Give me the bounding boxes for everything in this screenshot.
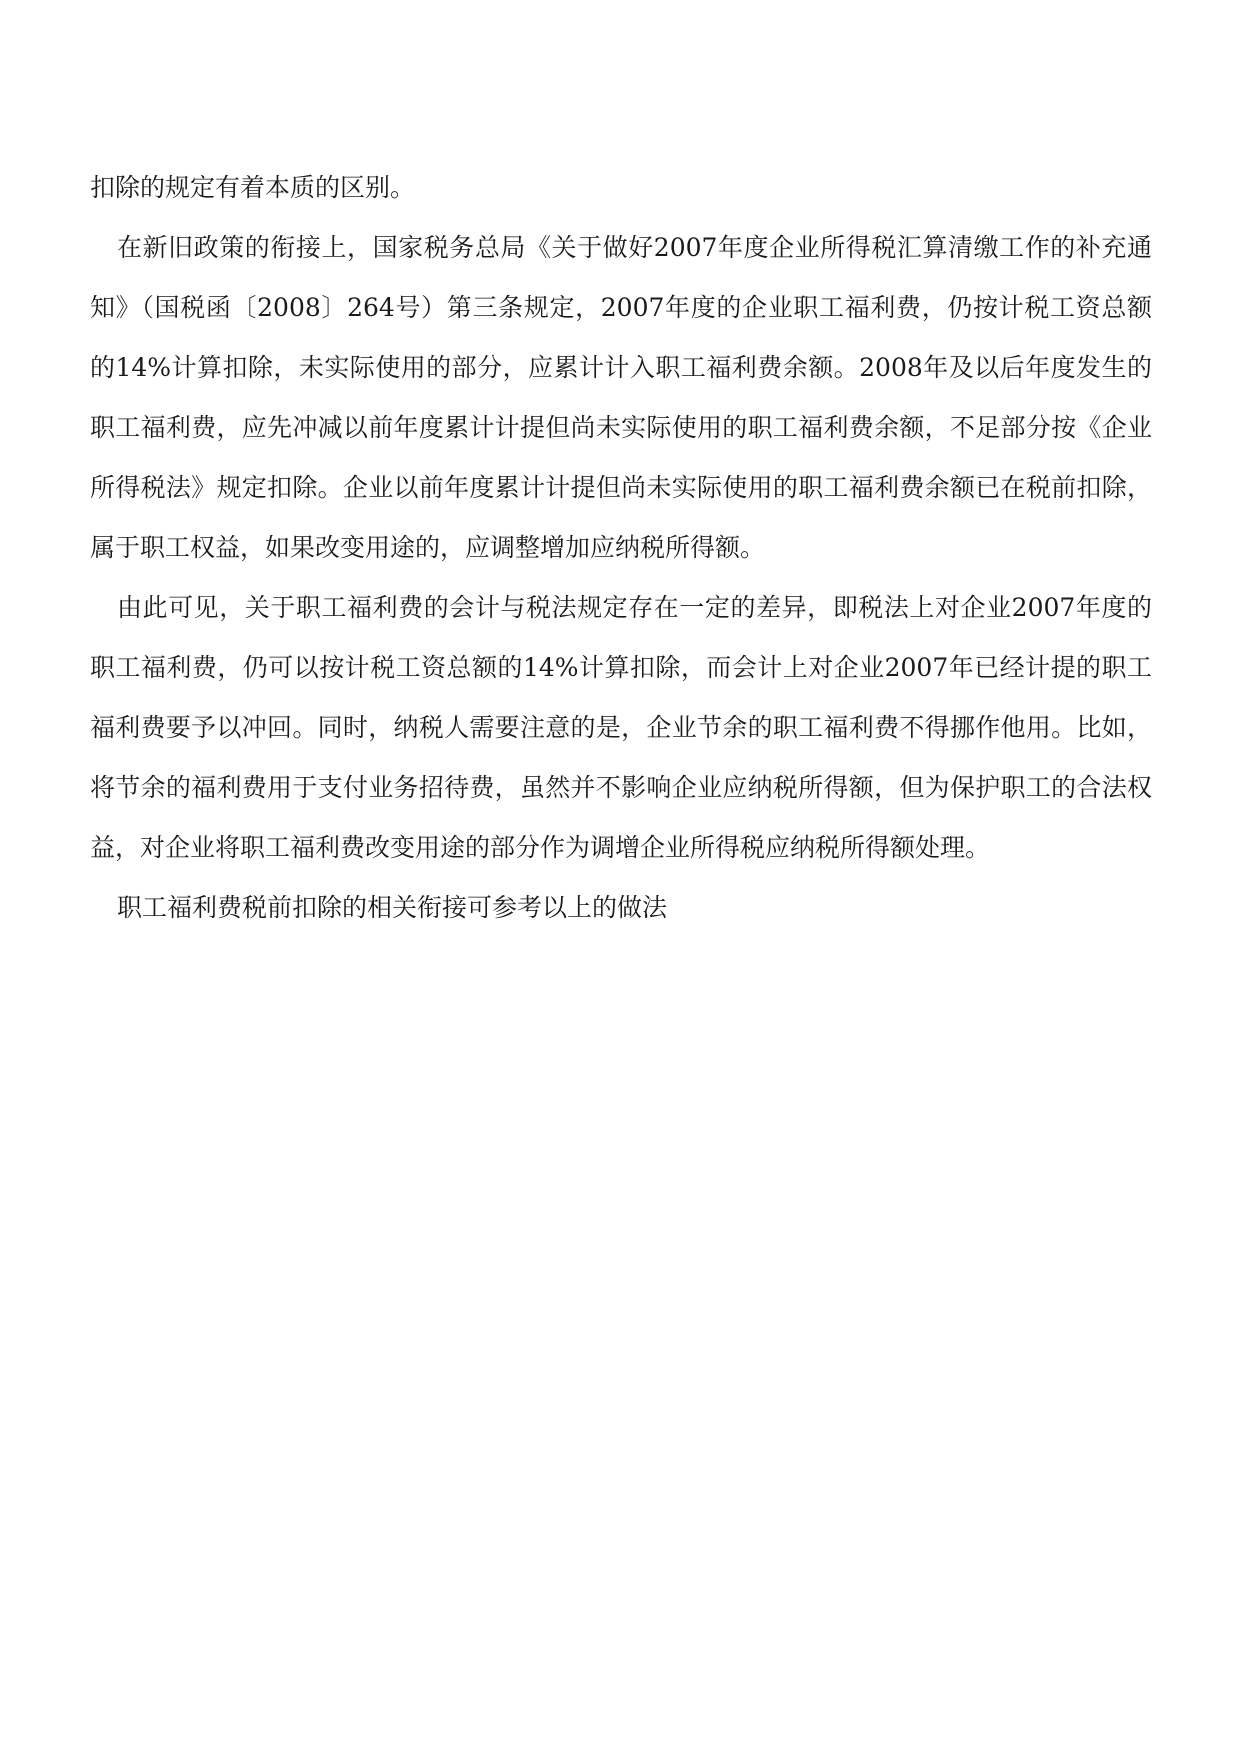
document-body [90,158,1152,938]
paragraph-conclusion: 职工福利费税前扣除的相关衔接可参考以上的做法 [117,893,668,922]
paragraph-continuation: 扣除的规定有着本质的区别。 [90,173,416,202]
paragraph-policy-transition: 在新旧政策的衔接上，国家税务总局《关于做好2007年度企业所得税汇算清缴工作的补充通知》（国税函〔2008〕264号）第三条规定，2007年度的企业职工福利费，仍按计税工资总额的14%计算扣除，未实际使用的部分，应累计计入职工福利费余额。2008年及以后年度发生的职工福利费，应先冲减以前年度累计计提但尚未实际使用的职工福利费余额，不足部分按《企业所得税法》规定扣除。企业以前年度累计计提但尚未实际使用的职工福利费余额已在税前扣除，属于职工权益，如果改变用途的，应调整增加应纳税所得额。 [90,233,1152,562]
paragraph-accounting-tax-difference: 由此可见，关于职工福利费的会计与税法规定存在一定的差异，即税法上对企业2007年度的职工福利费，仍可以按计税工资总额的14%计算扣除，而会计上对企业2007年已经计提的职工福利费要予以冲回。同时，纳税人需要注意的是，企业节余的职工福利费不得挪作他用。比如，将节余的福利费用于支付业务招待费，虽然并不影响企业应纳税所得额，但为保护职工的合法权益，对企业将职工福利费改变用途的部分作为调增企业所得税应纳税所得额处理。 [90,593,1152,862]
